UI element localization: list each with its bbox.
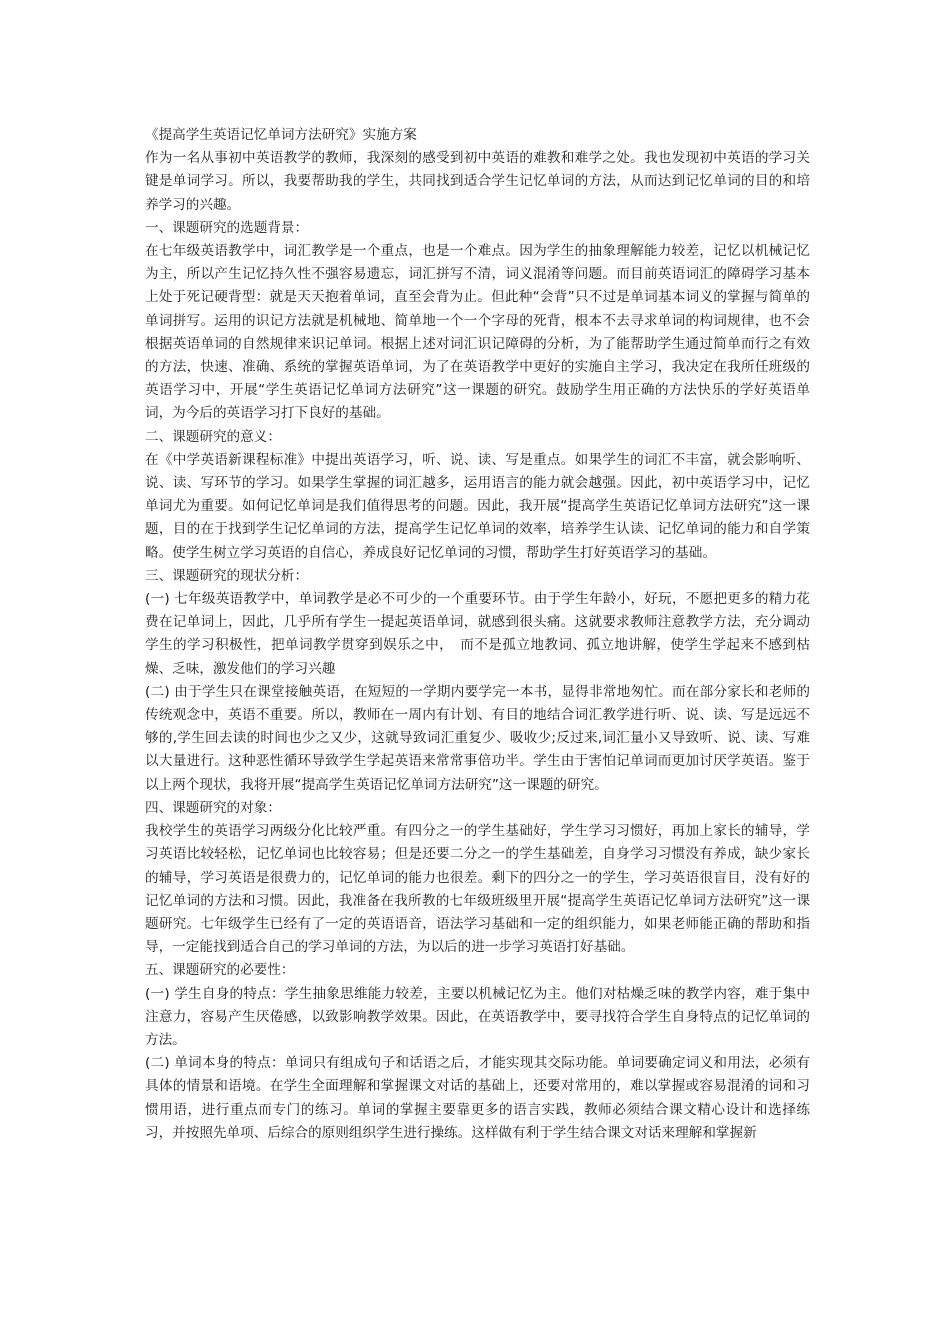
section-heading-necessity: 五、课题研究的必要性： — [145, 962, 295, 979]
section-paragraph: (一) 学生自身的特点：学生抽象思维能力较差，主要以机械记忆为主。他们对枯燥乏味的教学内容，难于集中注意力，容易产生厌倦感，以致影响教学效果。因此，在英语教学中，要寻找符合学生自身特点的记忆单词的方法。 — [145, 985, 810, 1048]
section-heading-status-analysis: 三、课题研究的现状分析： — [145, 567, 309, 584]
section-paragraph: (二) 单词本身的特点：单词只有组成句子和话语之后，才能实现其交际功能。单词要确定词义和用法，必须有具体的情景和语境。在学生全面理解和掌握课文对话的基础上，还要对常用的，难以掌握或容易混淆的词和习惯用语，进行重点而专门的练习。单词的掌握主要靠更多的语言实践，教师必须结合课文精心设计和选择练习，并按照先单项、后综合的原则组织学生进行操练。这样做有利于学生结合课文对话来理解和掌握新 — [145, 1055, 810, 1141]
section-paragraph: (二) 由于学生只在课堂接触英语，在短短的一学期内要学完一本书，显得非常地匆忙。而在部分家长和老师的传统观念中，英语不重要。所以，教师在一周内有计划、有目的地结合词汇教学进行听、说、读、写是远远不够的,学生回去读的时间也少之又少，这就导致词汇重复少、吸收少;反过来,词汇量小又导致听、说、读、写难以大量进行。这种恶性循环导致学生学起英语来常常事倍功半。学生由于害怕记单词而更加讨厌学英语。鉴于以上两个现状，我将开展“提高学生英语记忆单词方法研究”这一课题的研究。 — [145, 683, 810, 793]
document-body — [145, 124, 810, 1145]
section-paragraph: 在《中学英语新课程标准》中提出英语学习，听、说、读、写是重点。如果学生的词汇不丰富，就会影响听、说、读、写环节的学习。如果学生掌握的词汇越多，运用语言的能力就会越强。因此，初中英语学习中，记忆单词尤为重要。如何记忆单词是我们值得思考的问题。因此，我开展“提高学生英语记忆单词方法研究”这一课题，目的在于找到学生记忆单词的方法，提高学生记忆单词的效率，培养学生认读、记忆单词的能力和自学策略。使学生树立学习英语的自信心，养成良好记忆单词的习惯，帮助学生打好英语学习的基础。 — [145, 451, 810, 561]
intro-paragraph: 作为一名从事初中英语教学的教师，我深刻的感受到初中英语的难教和难学之处。我也发现初中英语的学习关键是单词学习。所以，我要帮助我的学生，共同找到适合学生记忆单词的方法，从而达到记忆单词的目的和培养学习的兴趣。 — [145, 150, 810, 213]
section-heading-research-subjects: 四、课题研究的对象： — [145, 799, 281, 816]
section-heading-background: 一、课题研究的选题背景： — [145, 219, 309, 236]
document-title: 《提高学生英语记忆单词方法研究》实施方案 — [145, 127, 417, 143]
section-paragraph: 我校学生的英语学习两级分化比较严重。有四分之一的学生基础好，学生学习习惯好，再加上家长的辅导，学习英语比较轻松，记忆单词也比较容易；但是还要二分之一的学生基础差，自身学习习惯没有养成，缺少家长的辅导，学习英语是很费力的，记忆单词的能力也很差。剩下的四分之一的学生，学习英语很盲目，没有好的记忆单词的方法和习惯。因此，我准备在我所教的七年级班级里开展“提高学生英语记忆单词方法研究”这一课题研究。七年级学生已经有了一定的英语语音，语法学习基础和一定的组织能力，如果老师能正确的帮助和指导，一定能找到适合自己的学习单词的方法，为以后的进一步学习英语打好基础。 — [145, 823, 810, 956]
section-paragraph: (一) 七年级英语教学中，单词教学是必不可少的一个重要环节。由于学生年龄小，好玩，不愿把更多的精力花费在记单词上，因此，几乎所有学生一提起英语单词，就感到很头痛。这就要求教师注意教学方法，充分调动学生的学习积极性，把单词教学贯穿到娱乐之中， 而不是孤立地教词、孤立地讲解，使学生学起来不感到枯燥、乏味，激发他们的学习兴趣 — [145, 591, 810, 677]
section-paragraph: 在七年级英语教学中，词汇教学是一个重点，也是一个难点。因为学生的抽象理解能力较差，记忆以机械记忆为主，所以产生记忆持久性不强容易遗忘，词汇拼写不清，词义混淆等问题。而目前英语词汇的障碍学习基本上处于死记硬背型：就是天天抱着单词，直至会背为止。但此种“会背”只不过是单词基本词义的掌握与简单的单词拼写。运用的识记方法就是机械地、简单地一个一个字母的死背，根本不去寻求单词的构词规律，也不会根据英语单词的自然规律来识记单词。根据上述对词汇识记障碍的分析，为了能帮助学生通过简单而行之有效的方法，快速、准确、系统的掌握英语单词，为了在英语教学中更好的实施自主学习，我决定在我所任班级的英语学习中，开展“学生英语记忆单词方法研究”这一课题的研究。鼓励学生用正确的方法快乐的学好英语单词，为今后的英语学习打下良好的基础。 — [145, 243, 810, 422]
section-heading-significance: 二、课题研究的意义： — [145, 428, 281, 445]
